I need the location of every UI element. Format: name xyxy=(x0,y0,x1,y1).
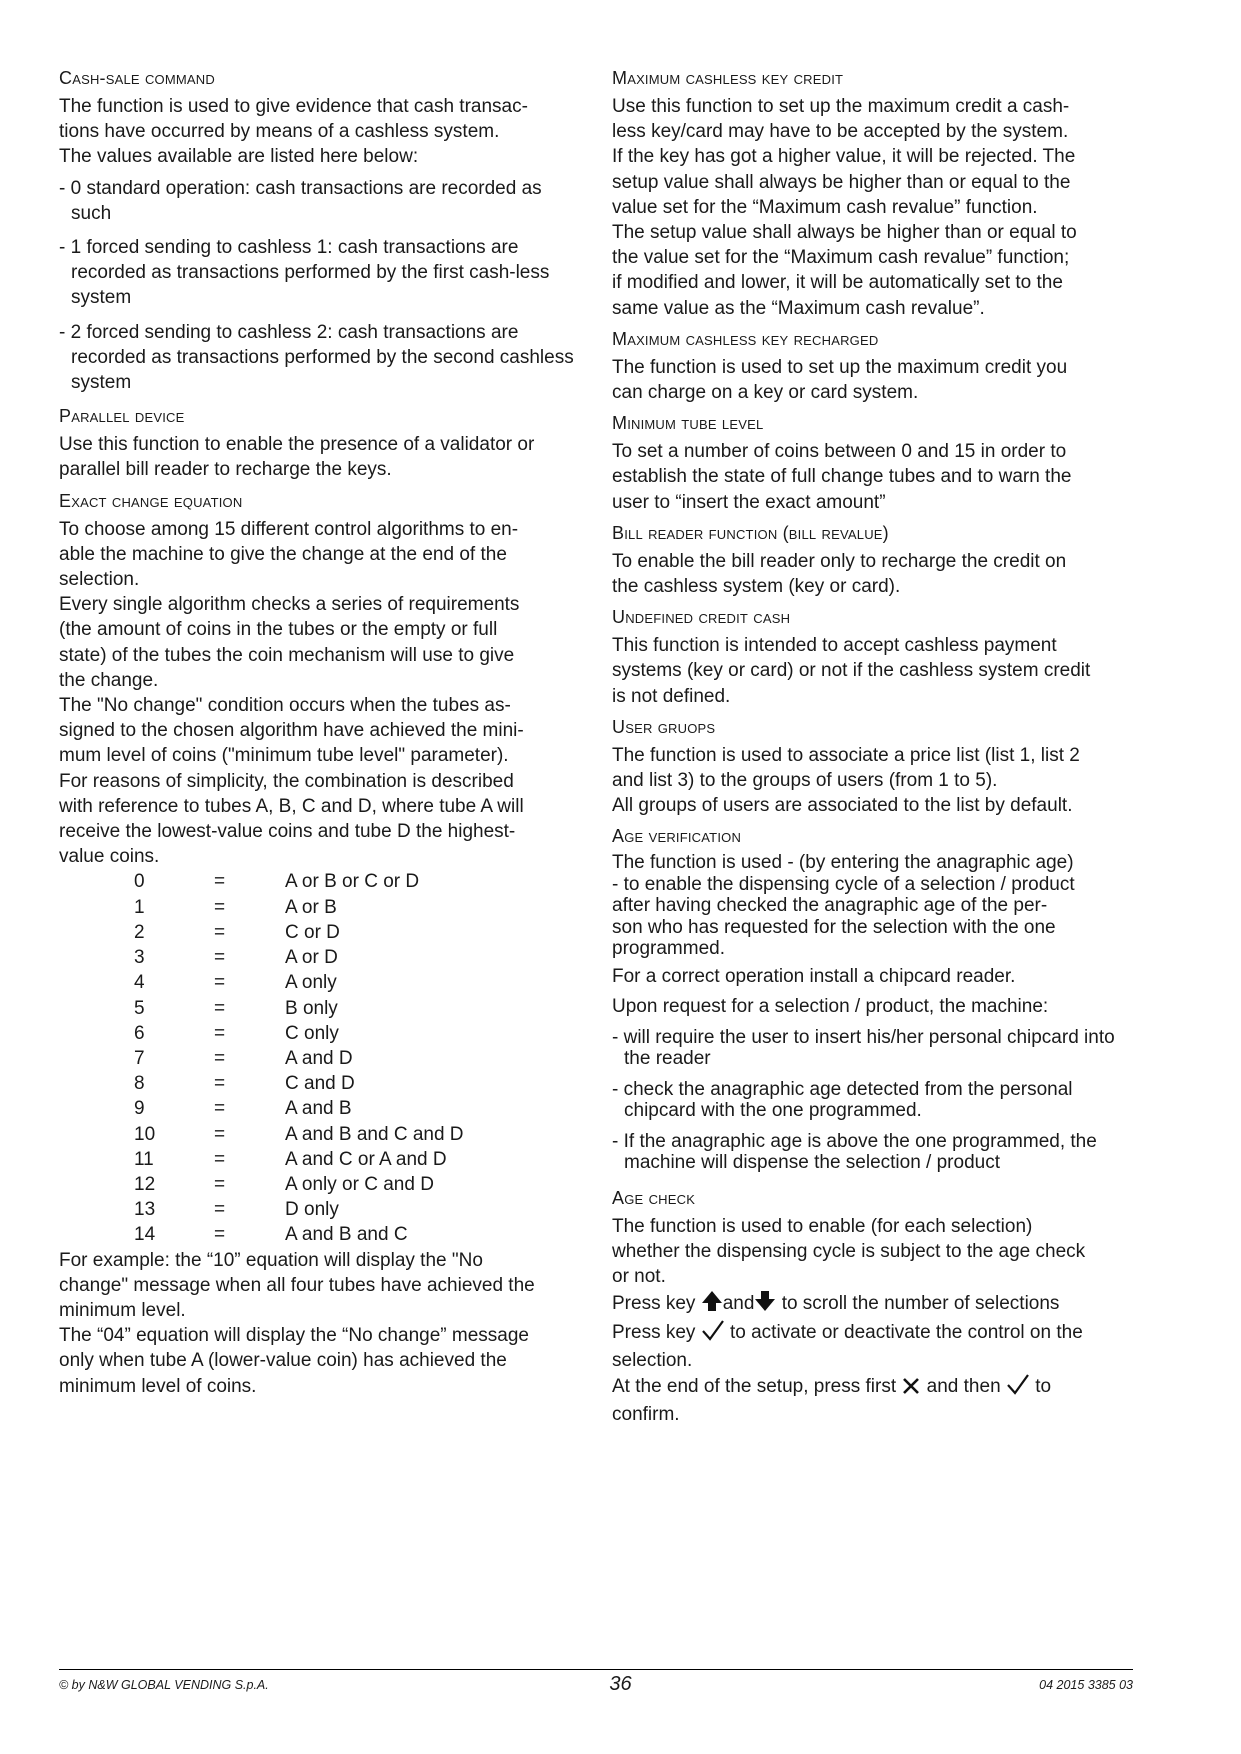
left-column xyxy=(59,66,579,1399)
list-item: - 2 forced sending to cashless 2: cash transactions are recorded as transactions performed by the second cashless system xyxy=(59,321,574,394)
table-row xyxy=(134,1122,464,1147)
arrow-up-icon xyxy=(701,1290,723,1319)
equation-number: 11 xyxy=(134,1148,154,1170)
equals-sign: = xyxy=(214,972,226,994)
equation-number: 9 xyxy=(134,1098,145,1120)
exact-change-examples: For example: the “10” equation will display the "No change" message when all four tubes have achieved the minimum level. The “04” equation will display the “No change” message only when tube A (lower-value coin) has achieved the minimum level of coins. xyxy=(59,1249,535,1397)
table-row xyxy=(134,1197,464,1222)
table-row xyxy=(134,1172,464,1197)
equation-value: B only xyxy=(285,997,338,1019)
user-groups-text: The function is used to associate a price list (list 1, list 2 and list 3) to the groups of users (from 1 to 5). All groups of users are associated to the list by default. xyxy=(612,744,1080,817)
table-row xyxy=(134,895,464,920)
equation-number: 3 xyxy=(134,947,145,969)
checkmark-icon xyxy=(1006,1373,1030,1402)
equals-sign: = xyxy=(214,1022,226,1044)
equals-sign: = xyxy=(214,1098,226,1120)
exact-change-text: To choose among 15 different control algorithms to en- able the machine to give the change at the end of the selection. Every single algorithm checks a series of requirements (the amount of coins in the tubes or the empty or full state) of the tubes the coin mechanism will use to give the change. The "No change" condition occurs when the tubes as- signed to the chosen algorithm have achieved the mini- mum level of coins ("minimum tube level" parameter). For reasons of simplicity, the combination is described with reference to tubes A, B, C and D, where tube A will receive the lowest-value coins and tube D the highest- value coins. xyxy=(59,518,524,868)
equation-number: 2 xyxy=(134,921,145,943)
equation-number: 4 xyxy=(134,972,145,994)
equation-value: C or D xyxy=(285,921,340,943)
equation-number: 13 xyxy=(134,1199,156,1221)
table-row xyxy=(134,1222,464,1247)
age-check-text: The function is used to enable (for each selection) whether the dispensing cycle is subject to the age check or not. Press key and to scroll the number of selections Press key to activate or deactivate the control on the selection. At the end of the setup, press first and then to confirm. xyxy=(612,1215,1086,1426)
table-row xyxy=(134,996,464,1021)
checkmark-icon xyxy=(701,1319,725,1348)
equals-sign: = xyxy=(214,1199,226,1221)
equation-value: A only or C and D xyxy=(285,1173,434,1195)
age-verification-heading: Age verification xyxy=(612,826,742,847)
parallel-device-heading: Parallel device xyxy=(59,406,185,427)
table-row xyxy=(134,1046,464,1071)
table-row xyxy=(134,1071,464,1096)
equals-sign: = xyxy=(214,1047,226,1069)
cash-sale-options xyxy=(59,176,579,396)
exact-change-heading: Exact change equation xyxy=(59,490,243,511)
table-row xyxy=(134,1147,464,1172)
equals-sign: = xyxy=(214,947,226,969)
equation-value: A and B and C and D xyxy=(285,1123,464,1145)
equation-value: A or B or C or D xyxy=(285,871,420,893)
equation-value: D only xyxy=(285,1199,339,1221)
cross-icon xyxy=(901,1375,921,1402)
equation-table xyxy=(134,869,464,1247)
user-groups-heading: User gruops xyxy=(612,716,716,737)
equals-sign: = xyxy=(214,1224,226,1246)
equation-value: C and D xyxy=(285,1073,355,1095)
equation-number: 0 xyxy=(134,871,145,893)
equation-number: 1 xyxy=(134,896,145,918)
undefined-credit-heading: Undefined credit cash xyxy=(612,607,791,628)
right-column xyxy=(612,66,1132,1428)
parallel-device-text: Use this function to enable the presence of a validator or parallel bill reader to recharge the keys. xyxy=(59,434,535,481)
age-verification-note: For a correct operation install a chipcard reader. xyxy=(612,965,1016,987)
footer-copyright: © by N&W GLOBAL VENDING S.p.A. xyxy=(59,1678,269,1692)
list-item: - If the anagraphic age is above the one programmed, the machine will dispense the selection / product xyxy=(612,1130,1097,1174)
table-row xyxy=(134,920,464,945)
equals-sign: = xyxy=(214,1073,226,1095)
equation-table-body xyxy=(134,869,464,1247)
age-verification-text: The function is used - (by entering the anagraphic age) - to enable the dispensing cycle of a selection / product after having checked the anagraphic age of the per- son who has requested for the selection with the one programmed. xyxy=(612,852,1075,960)
max-key-credit-text: Use this function to set up the maximum credit a cash- less key/card may have to be accepted by the system. If the key has got a higher value, it will be rejected. The setup value shall always be higher than or equal to the value set for the “Maximum cash revalue” function. The setup value shall always be higher than or equal to the value set for the “Maximum cash revalue” function; if modified and lower, it will be automatically set to the same value as the “Maximum cash revalue”. xyxy=(612,96,1077,319)
equals-sign: = xyxy=(214,921,226,943)
min-tube-level-text: To set a number of coins between 0 and 15 in order to establish the state of full change tubes and to warn the user to “insert the exact amount” xyxy=(612,441,1072,513)
max-key-recharged-text: The function is used to set up the maximum credit you can charge on a key or card system. xyxy=(612,356,1068,404)
equation-number: 5 xyxy=(134,997,145,1019)
equals-sign: = xyxy=(214,871,226,893)
cash-sale-intro: The function is used to give evidence that cash transac- tions have occurred by means of a cashless system. The values available are listed here below: xyxy=(59,96,528,168)
table-row xyxy=(134,1096,464,1121)
equation-value: A and B xyxy=(285,1098,352,1120)
equation-value: A and B and C xyxy=(285,1224,408,1246)
list-item: - will require the user to insert his/her personal chipcard into the reader xyxy=(612,1026,1115,1070)
list-item: - 0 standard operation: cash transactions are recorded as such xyxy=(59,177,542,224)
max-key-credit-heading: Maximum cashless key credit xyxy=(612,68,844,88)
equals-sign: = xyxy=(214,896,226,918)
min-tube-level-heading: Minimum tube level xyxy=(612,413,764,434)
document-code: 04 2015 3385 03 xyxy=(1039,1678,1133,1692)
equals-sign: = xyxy=(214,1123,226,1145)
footer-divider xyxy=(59,1669,1133,1670)
arrow-down-icon xyxy=(754,1290,776,1319)
table-row xyxy=(134,970,464,995)
bill-reader-heading: Bill reader function (bill revalue) xyxy=(612,522,889,543)
cash-sale-heading: Cash-sale command xyxy=(59,68,215,88)
equation-value: A or B xyxy=(285,896,337,918)
list-item: - check the anagraphic age detected from the personal chipcard with the one programmed. xyxy=(612,1078,1073,1122)
equation-number: 7 xyxy=(134,1047,145,1069)
equation-value: A and C or A and D xyxy=(285,1148,447,1170)
page-number: 36 xyxy=(609,1673,632,1695)
equation-number: 12 xyxy=(134,1173,156,1195)
equation-number: 14 xyxy=(134,1224,156,1246)
equation-value: A or D xyxy=(285,947,338,969)
equation-number: 10 xyxy=(134,1123,156,1145)
table-row xyxy=(134,945,464,970)
equation-number: 6 xyxy=(134,1022,145,1044)
max-key-recharged-heading: Maximum cashless key recharged xyxy=(612,328,879,349)
table-row xyxy=(134,1021,464,1046)
bill-reader-text: To enable the bill reader only to recharge the credit on the cashless system (key or card). xyxy=(612,550,1067,598)
age-verification-steps xyxy=(612,1027,1132,1174)
undefined-credit-text: This function is intended to accept cashless payment systems (key or card) or not if the cashless system credit is not defined. xyxy=(612,635,1091,707)
equation-value: A only xyxy=(285,972,337,994)
equals-sign: = xyxy=(214,1173,226,1195)
equals-sign: = xyxy=(214,1148,226,1170)
age-verification-request: Upon request for a selection / product, the machine: xyxy=(612,996,1049,1018)
list-item: - 1 forced sending to cashless 1: cash transactions are recorded as transactions performed by the first cash-less system xyxy=(59,237,550,309)
equation-value: C only xyxy=(285,1022,339,1044)
equation-value: A and D xyxy=(285,1047,353,1069)
age-check-heading: Age check xyxy=(612,1187,696,1208)
table-row xyxy=(134,869,464,894)
equation-number: 8 xyxy=(134,1073,145,1095)
equals-sign: = xyxy=(214,997,226,1019)
